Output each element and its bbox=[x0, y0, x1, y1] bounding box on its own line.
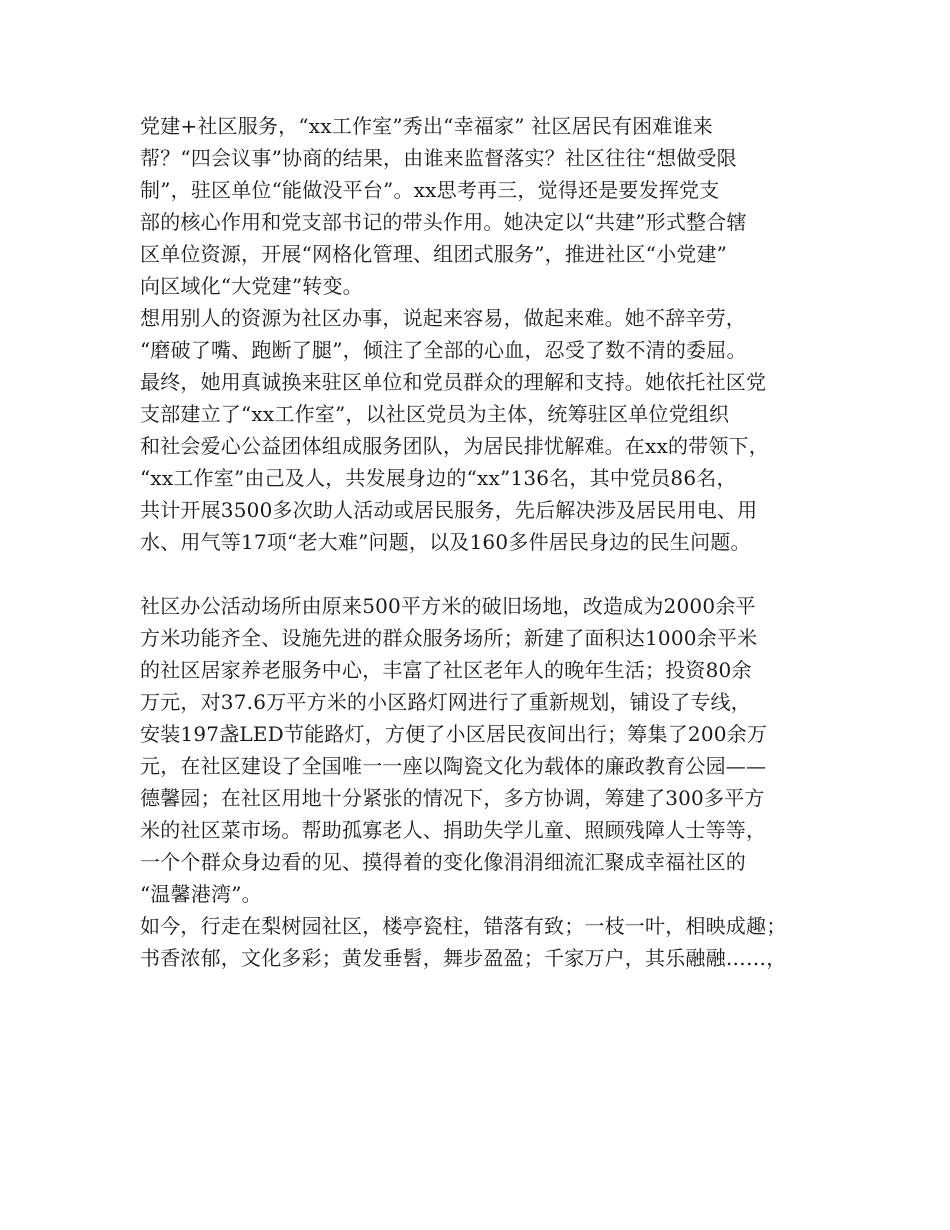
text-line: “xx工作室”由己及人，共发展身边的“xx”136名，其中党员86名， bbox=[140, 466, 737, 490]
text-line: 最终，她用真诚换来驻区单位和党员群众的理解和支持。她依托社区党 bbox=[140, 370, 767, 394]
text-line: 共计开展3500多次助人活动或居民服务，先后解决涉及居民用电、用 bbox=[140, 498, 758, 522]
text-line: 元，在社区建设了全国唯一一座以陶瓷文化为载体的廉政教育公园—— bbox=[140, 754, 767, 778]
text-line: “温馨港湾”。 bbox=[140, 882, 262, 906]
text-line: 社区办公活动场所由原来500平方米的破旧场地，改造成为2000余平 bbox=[140, 594, 756, 618]
text-line: 的社区居家养老服务中心，丰富了社区老年人的晚年生活；投资80余 bbox=[140, 658, 752, 682]
text-line: 区单位资源，开展“网格化管理、组团式服务”，推进社区“小党建” bbox=[140, 242, 728, 266]
text-line: 向区域化“大党建”转变。 bbox=[140, 274, 363, 298]
paragraph-gap bbox=[140, 558, 840, 590]
text-line: 一个个群众身边看的见、摸得着的变化像涓涓细流汇聚成幸福社区的 bbox=[140, 850, 746, 874]
text-line: 部的核心作用和党支部书记的带头作用。她决定以“共建”形式整合辖 bbox=[140, 210, 747, 234]
text-line: “磨破了嘴、跑断了腿”，倾注了全部的心血，忍受了数不清的委屈。 bbox=[140, 338, 747, 362]
text-line: 如今，行走在梨树园社区，楼亭瓷柱，错落有致；一枝一叶，相映成趣； bbox=[140, 914, 787, 938]
text-line: 方米功能齐全、设施先进的群众服务场所；新建了面积达1000余平米 bbox=[140, 626, 758, 650]
text-line: 书香浓郁，文化多彩；黄发垂髫，舞步盈盈；千家万户，其乐融融……， bbox=[140, 946, 787, 970]
text-line: 水、用气等17项“老大难”问题，以及160多件居民身边的民生问题。 bbox=[140, 530, 751, 554]
text-line: 党建+社区服务，“xx工作室”秀出“幸福家” 社区居民有困难谁来 bbox=[140, 114, 713, 138]
text-line: 想用别人的资源为社区办事，说起来容易，做起来难。她不辞辛劳， bbox=[140, 306, 746, 330]
document-body bbox=[140, 110, 840, 974]
text-line: 米的社区菜市场。帮助孤寡老人、捐助失学儿童、照顾残障人士等等， bbox=[140, 818, 767, 842]
text-line: 支部建立了“xx工作室”，以社区党员为主体，统筹驻区单位党组织 bbox=[140, 402, 730, 426]
text-line: 制”，驻区单位“能做没平台”。xx思考再三，觉得还是要发挥党支 bbox=[140, 178, 720, 202]
text-line: 安装197盏LED节能路灯，方便了小区居民夜间出行；筹集了200余万 bbox=[140, 722, 768, 746]
text-line: 和社会爱心公益团体组成服务团队，为居民排忧解难。在xx的带领下， bbox=[140, 434, 769, 458]
text-line: 万元，对37.6万平方米的小区路灯网进行了重新规划，铺设了专线， bbox=[140, 690, 751, 714]
text-line: 德馨园；在社区用地十分紧张的情况下，多方协调，筹建了300多平方 bbox=[140, 786, 765, 810]
text-line: 帮？“四会议事”协商的结果，由谁来监督落实？社区往往“想做受限 bbox=[140, 146, 737, 170]
